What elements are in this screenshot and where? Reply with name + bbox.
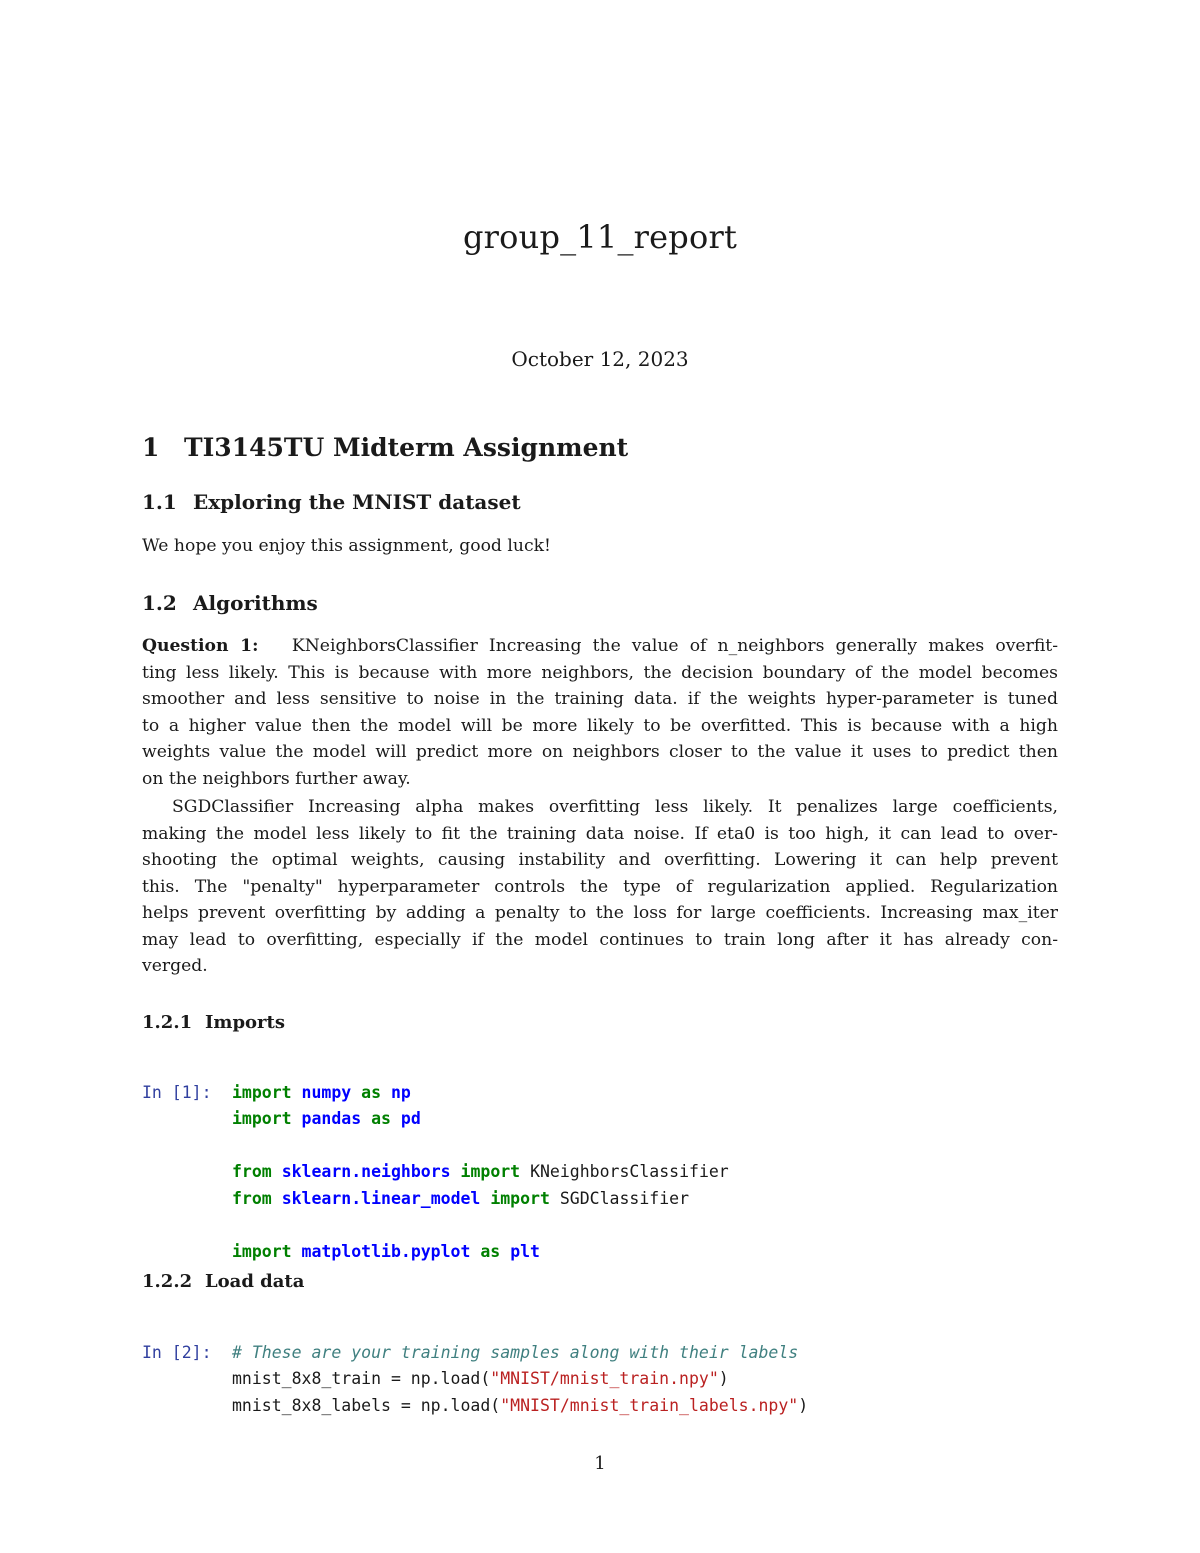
paragraph-line: may lead to overfitting, especially if the model continues to train long after it has already con- [142,929,1058,950]
paragraph-line: weights value the model will predict more on neighbors closer to the value it uses to predict then [142,742,1058,762]
page-number: 1 [594,1453,606,1474]
section-heading-1-1 [142,490,521,514]
paragraph-line: this. The "penalty" hyperparameter controls the type of regularization applied. Regularization [142,876,1058,897]
paragraph-line: making the model less likely to fit the training data noise. If eta0 is too high, it can lead to over- [142,823,1058,844]
section-heading-1-2-1 [142,1012,285,1033]
section-heading-1-2-2 [142,1271,304,1292]
code-comment: # These are your training samples along with their labels [232,1342,799,1362]
paragraph-line: ting less likely. This is because with more neighbors, the decision boundary of the model becomes [142,662,1058,683]
document-title: group_11_report [463,218,737,256]
document-date: October 12, 2023 [511,347,689,371]
paragraph-line: verged. [142,956,208,976]
section-number: 1.2.2 [142,1271,193,1292]
section-number: 1.1 [142,490,177,514]
section-number: 1.2.1 [142,1012,193,1033]
paragraph-line: shooting the optimal weights, causing instability and overfitting. Lowering it can help prevent [142,850,1058,870]
section-title: Algorithms [193,591,318,615]
cell-prompt: In [2]: [142,1342,212,1362]
section-title: TI3145TU Midterm Assignment [184,433,629,462]
code-cell-imports: In [1]: import numpy as np import pandas as pd from sklearn.neighbors import KNeighborsClassifier from sklearn.linear_model import SGDClassifier import matplotlib.pyplot as plt [142,1053,729,1265]
section-number: 1 [142,433,160,462]
section-heading-1 [142,433,628,462]
sgd-paragraph [142,794,1058,980]
cell-prompt: In [1]: [142,1082,212,1102]
paragraph-line: smoother and less sensitive to noise in the training data. if the weights hyper-parameter is tuned [142,689,1058,709]
section-number: 1.2 [142,591,177,615]
paragraph-line: SGDClassifier Increasing alpha makes overfitting less likely. It penalizes large coefficients, [172,797,1058,817]
code-cell-load-data: In [2]: # These are your training samples along with their labels mnist_8x8_train = np.load("MNIST/mnist_train.npy") mnist_8x8_labels = np.load("MNIST/mnist_train_labels.npy") [142,1313,808,1419]
section-title: Exploring the MNIST dataset [193,490,521,514]
paragraph-line: Question 1: KNeighborsClassifier Increasing the value of n_neighbors generally makes overfit- [142,636,1058,656]
paragraph-line: helps prevent overfitting by adding a penalty to the loss for large coefficients. Increasing max_iter [142,903,1058,923]
intro-paragraph: We hope you enjoy this assignment, good luck! [142,536,551,556]
paragraph-line: to a higher value then the model will be more likely to be overfitted. This is because with a high [142,715,1058,736]
section-title: Imports [205,1012,285,1033]
section-heading-1-2 [142,591,318,615]
question-label: Question 1: [142,636,259,656]
question-1-paragraph [142,633,1058,792]
section-title: Load data [205,1271,305,1292]
paragraph-line: on the neighbors further away. [142,768,411,789]
